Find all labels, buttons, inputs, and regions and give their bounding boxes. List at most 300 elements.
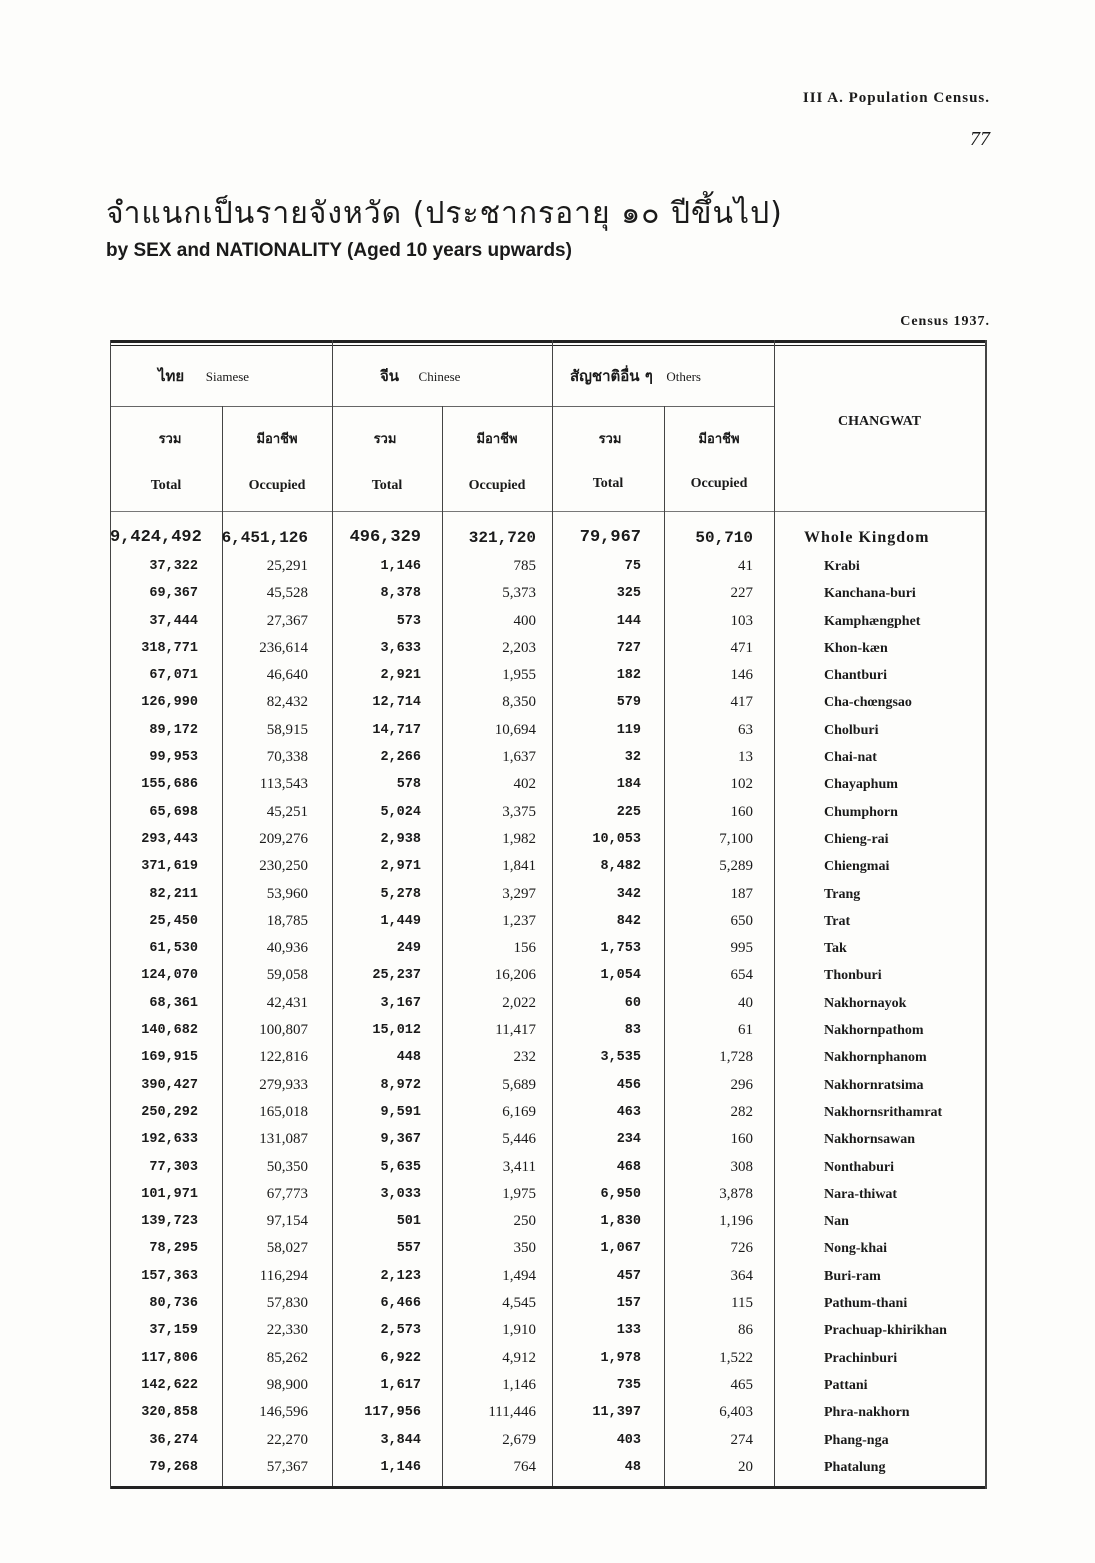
siamese-occupied-cell: 70,338 [266, 749, 308, 766]
sub-total: Total [371, 478, 403, 493]
chinese-occupied-cell: 1,637 [502, 749, 536, 766]
table-row [110, 935, 986, 962]
changwat-name-cell: Chumphorn [824, 804, 898, 820]
chinese-occupied-cell: 1,975 [502, 1185, 536, 1202]
sub-occupied: Occupied [468, 478, 526, 493]
table-row [110, 1399, 986, 1426]
chinese-occupied-cell: 2,203 [502, 639, 536, 656]
table-row [110, 1154, 986, 1181]
table-row [110, 962, 986, 989]
siamese-occupied-cell: 131,087 [259, 1131, 308, 1148]
changwat-name-cell: Prachinburi [824, 1350, 898, 1366]
siamese-occupied-cell: 40,936 [266, 940, 308, 957]
changwat-name-cell: Trang [824, 886, 861, 902]
changwat-name-cell: Chai-nat [824, 750, 877, 766]
table-row [110, 553, 986, 580]
table-row-total [110, 523, 986, 553]
siamese-occupied-cell: 57,830 [266, 1295, 308, 1312]
chinese-occupied-cell: 1,841 [502, 858, 536, 875]
siamese-total-cell: 169,915 [141, 1050, 198, 1066]
header-rule [110, 511, 986, 512]
changwat-name-cell: Phra-nakhorn [824, 1405, 910, 1421]
others-occupied-cell: 1,522 [719, 1349, 753, 1366]
others-occupied-cell: 654 [730, 967, 753, 984]
chinese-occupied-cell: 11,417 [495, 1022, 536, 1039]
siamese-occupied-cell: 116,294 [259, 1267, 308, 1284]
table-top-rule-inner [110, 345, 986, 346]
group-others [570, 364, 701, 388]
table-row [110, 1126, 986, 1153]
census-label: Census 1937. [900, 314, 990, 329]
table-row [110, 1372, 986, 1399]
others-total-cell: 79,967 [579, 528, 641, 547]
changwat-name-cell: Pathum-thani [824, 1296, 908, 1312]
others-occupied-cell: 86 [738, 1322, 753, 1339]
others-total-cell: 1,067 [600, 1241, 641, 1257]
others-total-cell: 463 [616, 1104, 641, 1120]
changwat-name-cell: Krabi [824, 559, 860, 574]
others-occupied-cell: 63 [738, 721, 753, 738]
others-occupied-cell: 726 [730, 1240, 753, 1257]
siamese-occupied-cell: 45,528 [266, 585, 308, 602]
table-row [110, 1427, 986, 1454]
changwat-name-cell: Khon-kæn [824, 640, 888, 656]
group-thai-label: ไทย [158, 367, 185, 385]
chinese-total-cell: 2,921 [380, 668, 421, 684]
chinese-occupied-cell: 156 [513, 940, 536, 957]
chinese-occupied-cell: 350 [513, 1240, 536, 1257]
table-row [110, 881, 986, 908]
siamese-total-cell: 192,633 [141, 1132, 198, 1148]
table-row [110, 853, 986, 880]
chinese-total-cell: 1,146 [380, 1459, 421, 1475]
chinese-occupied-cell: 3,411 [502, 1158, 536, 1175]
others-occupied-cell: 160 [730, 1131, 753, 1148]
chinese-total-cell: 12,714 [372, 695, 421, 711]
table-row [110, 1208, 986, 1235]
sub-total: Total [592, 476, 624, 491]
others-total-cell: 1,753 [600, 941, 641, 957]
chinese-total-cell: 573 [396, 613, 421, 629]
changwat-name-cell: Pattani [824, 1377, 868, 1393]
others-occupied-cell: 227 [730, 585, 753, 602]
siamese-total-cell: 318,771 [141, 640, 198, 656]
others-occupied-cell: 160 [730, 803, 753, 820]
others-total-cell: 83 [624, 1023, 641, 1039]
changwat-name-cell: Nakhornratsima [824, 1077, 924, 1093]
chinese-total-cell: 6,466 [380, 1296, 421, 1312]
others-total-cell: 468 [616, 1159, 641, 1175]
changwat-name-cell: Chieng-rai [824, 831, 889, 847]
siamese-total-cell: 124,070 [141, 968, 198, 984]
table-row [110, 717, 986, 744]
changwat-name-cell: Nakhornsawan [824, 1132, 916, 1148]
changwat-name-cell: Phatalung [824, 1459, 886, 1475]
changwat-name-cell: Thonburi [824, 968, 882, 984]
siamese-occupied-cell: 58,915 [266, 721, 308, 738]
others-occupied-cell: 471 [730, 639, 753, 656]
chinese-total-cell: 3,633 [380, 640, 421, 656]
sub-thai-occupied: มีอาชีพ [476, 432, 518, 447]
chinese-total-cell: 1,449 [380, 913, 421, 929]
siamese-occupied-cell: 100,807 [259, 1022, 308, 1039]
chinese-occupied-cell: 3,375 [502, 803, 536, 820]
siamese-total-cell: 61,530 [149, 941, 198, 957]
chinese-total-cell: 557 [396, 1241, 421, 1257]
chinese-occupied-cell: 6,169 [502, 1103, 536, 1120]
others-occupied-cell: 103 [730, 612, 753, 629]
chinese-occupied-cell: 2,679 [502, 1431, 536, 1448]
table-row [110, 1290, 986, 1317]
siamese-total-cell: 67,071 [149, 668, 198, 684]
chinese-occupied-cell: 2,022 [502, 994, 536, 1011]
siamese-total-cell: 69,367 [149, 586, 198, 602]
others-occupied-cell: 296 [730, 1076, 753, 1093]
chinese-total-cell: 1,617 [380, 1377, 421, 1393]
siamese-occupied-cell: 122,816 [259, 1049, 308, 1066]
sub-total: Total [150, 478, 182, 493]
changwat-name-cell: Nara-thiwat [824, 1186, 898, 1202]
siamese-total-cell: 139,723 [141, 1214, 198, 1230]
changwat-name-cell: Chayaphum [824, 777, 898, 793]
changwat-name-cell: Chantburi [824, 668, 888, 684]
others-total-cell: 11,397 [592, 1405, 641, 1421]
others-occupied-cell: 146 [730, 667, 753, 684]
others-total-cell: 1,830 [600, 1214, 641, 1230]
chinese-total-cell: 2,938 [380, 831, 421, 847]
others-total-cell: 75 [624, 559, 641, 574]
siamese-total-cell: 117,806 [141, 1350, 198, 1366]
siamese-occupied-cell: 27,367 [266, 612, 308, 629]
table-row [110, 799, 986, 826]
chinese-total-cell: 3,167 [380, 995, 421, 1011]
others-total-cell: 8,482 [600, 859, 641, 875]
table-row [110, 1072, 986, 1099]
others-total-cell: 182 [616, 668, 641, 684]
chinese-total-cell: 8,972 [380, 1077, 421, 1093]
table-top-rule [110, 340, 986, 343]
table-row [110, 826, 986, 853]
others-total-cell: 1,054 [600, 968, 641, 984]
others-occupied-cell: 308 [730, 1158, 753, 1175]
group-thai-label: จีน [380, 367, 400, 385]
changwat-name-cell: Trat [824, 913, 851, 929]
chinese-total-cell: 9,591 [380, 1104, 421, 1120]
chinese-total-cell: 6,922 [380, 1350, 421, 1366]
group-siamese [158, 364, 249, 388]
chinese-occupied-cell: 764 [513, 1458, 536, 1475]
chinese-total-cell: 448 [396, 1050, 421, 1066]
siamese-occupied-cell: 82,432 [266, 694, 308, 711]
siamese-total-cell: 79,268 [149, 1459, 198, 1475]
group-thai-label: สัญชาติอื่น ๆ [570, 367, 653, 385]
siamese-total-cell: 101,971 [141, 1186, 198, 1202]
others-total-cell: 3,535 [600, 1050, 641, 1066]
others-total-cell: 144 [616, 613, 641, 629]
chinese-occupied-cell: 785 [513, 558, 536, 574]
siamese-occupied-cell: 146,596 [259, 1404, 308, 1421]
chinese-total-cell: 117,956 [364, 1405, 421, 1421]
changwat-name-cell: Tak [824, 941, 847, 957]
siamese-total-cell: 78,295 [149, 1241, 198, 1257]
chinese-occupied-cell: 232 [513, 1049, 536, 1066]
siamese-total-cell: 37,322 [149, 559, 198, 574]
changwat-name-cell: Nakhornphanom [824, 1050, 927, 1066]
others-total-cell: 456 [616, 1077, 641, 1093]
siamese-total-cell: 37,159 [149, 1323, 198, 1339]
siamese-total-cell: 68,361 [149, 995, 198, 1011]
siamese-total-cell: 99,953 [149, 750, 198, 766]
table-row [110, 580, 986, 607]
others-total-cell: 157 [616, 1296, 641, 1312]
census-table [110, 340, 986, 1490]
siamese-occupied-cell: 42,431 [266, 994, 308, 1011]
siamese-total-cell: 36,274 [149, 1432, 198, 1448]
others-occupied-cell: 364 [730, 1267, 753, 1284]
others-occupied-cell: 1,728 [719, 1049, 753, 1066]
others-total-cell: 403 [616, 1432, 641, 1448]
changwat-header: CHANGWAT [838, 414, 921, 429]
chinese-occupied-cell: 1,955 [502, 667, 536, 684]
table-body [110, 523, 986, 1481]
chinese-total-cell: 2,266 [380, 750, 421, 766]
others-occupied-cell: 5,289 [719, 858, 753, 875]
others-total-cell: 727 [616, 640, 641, 656]
sub-thai-total: รวม [598, 432, 622, 447]
others-occupied-cell: 650 [730, 912, 753, 929]
siamese-occupied-cell: 46,640 [266, 667, 308, 684]
others-occupied-cell: 61 [738, 1022, 753, 1039]
chinese-total-cell: 8,378 [380, 586, 421, 602]
siamese-occupied-cell: 57,367 [266, 1458, 308, 1475]
chinese-total-cell: 15,012 [372, 1023, 421, 1039]
changwat-name-cell: Buri-ram [824, 1268, 881, 1284]
chinese-total-cell: 1,146 [380, 559, 421, 574]
siamese-total-cell: 37,444 [149, 613, 198, 629]
sub-thai-total: รวม [158, 432, 182, 447]
others-occupied-cell: 282 [730, 1103, 753, 1120]
siamese-occupied-cell: 165,018 [259, 1103, 308, 1120]
others-occupied-cell: 274 [730, 1431, 753, 1448]
others-total-cell: 735 [616, 1377, 641, 1393]
chinese-occupied-cell: 1,494 [502, 1267, 536, 1284]
chinese-total-cell: 2,573 [380, 1323, 421, 1339]
siamese-occupied-cell: 50,350 [266, 1158, 308, 1175]
sub-thai-occupied: มีอาชีพ [698, 432, 740, 447]
table-row [110, 1263, 986, 1290]
others-occupied-cell: 6,403 [719, 1404, 753, 1421]
group-english-label: Others [666, 369, 701, 384]
changwat-name-cell: Nakhornsrithamrat [824, 1104, 943, 1120]
changwat-name-cell: Whole Kingdom [804, 529, 930, 546]
siamese-total-cell: 82,211 [149, 886, 198, 902]
others-total-cell: 119 [616, 722, 641, 738]
table-row [110, 771, 986, 798]
siamese-total-cell: 155,686 [141, 777, 198, 793]
chinese-occupied-cell: 10,694 [494, 721, 536, 738]
others-occupied-cell: 3,878 [719, 1185, 753, 1202]
others-occupied-cell: 465 [730, 1376, 753, 1393]
chinese-total-cell: 496,329 [349, 528, 421, 547]
siamese-total-cell: 77,303 [149, 1159, 198, 1175]
running-head: III A. Population Census. [802, 90, 990, 106]
siamese-occupied-cell: 85,262 [266, 1349, 308, 1366]
table-row [110, 990, 986, 1017]
changwat-name-cell: Nong-khai [824, 1241, 888, 1257]
siamese-occupied-cell: 209,276 [259, 830, 308, 847]
chinese-total-cell: 578 [396, 777, 421, 793]
group-english-label: Chinese [418, 369, 461, 384]
siamese-occupied-cell: 25,291 [266, 558, 308, 574]
chinese-occupied-cell: 321,720 [468, 529, 536, 547]
group-chinese [380, 364, 460, 388]
table-row [110, 1099, 986, 1126]
group-english-label: Siamese [205, 369, 250, 384]
changwat-name-cell: Kanchana-buri [824, 586, 916, 602]
chinese-total-cell: 5,635 [380, 1159, 421, 1175]
changwat-name-cell: Nonthaburi [824, 1159, 895, 1175]
others-total-cell: 133 [616, 1323, 641, 1339]
table-row [110, 1044, 986, 1071]
siamese-occupied-cell: 22,270 [266, 1431, 308, 1448]
chinese-total-cell: 14,717 [372, 722, 421, 738]
others-occupied-cell: 1,196 [719, 1213, 753, 1230]
chinese-occupied-cell: 5,689 [502, 1076, 536, 1093]
table-row [110, 1317, 986, 1344]
siamese-total-cell: 157,363 [141, 1268, 198, 1284]
others-total-cell: 234 [616, 1132, 641, 1148]
sub-occupied: Occupied [248, 478, 306, 493]
siamese-total-cell: 371,619 [141, 859, 198, 875]
chinese-total-cell: 3,033 [380, 1186, 421, 1202]
table-bottom-rule [110, 1486, 986, 1489]
siamese-occupied-cell: 53,960 [266, 885, 308, 902]
others-occupied-cell: 50,710 [695, 529, 753, 547]
changwat-name-cell: Cha-chœngsao [824, 695, 912, 711]
siamese-occupied-cell: 58,027 [266, 1240, 308, 1257]
changwat-name-cell: Nakhornayok [824, 995, 907, 1011]
table-row [110, 1454, 986, 1481]
sub-thai-occupied: มีอาชีพ [256, 432, 298, 447]
table-row [110, 689, 986, 716]
others-occupied-cell: 102 [730, 776, 753, 793]
table-row [110, 635, 986, 662]
chinese-occupied-cell: 5,446 [502, 1131, 536, 1148]
changwat-name-cell: Cholburi [824, 722, 879, 738]
chinese-occupied-cell: 1,237 [502, 912, 536, 929]
table-row [110, 1181, 986, 1208]
others-occupied-cell: 115 [731, 1295, 753, 1312]
siamese-total-cell: 140,682 [141, 1023, 198, 1039]
others-total-cell: 6,950 [600, 1186, 641, 1202]
chinese-total-cell: 5,278 [380, 886, 421, 902]
siamese-occupied-cell: 97,154 [266, 1213, 308, 1230]
others-total-cell: 32 [624, 750, 641, 766]
changwat-name-cell: Chiengmai [824, 859, 890, 875]
changwat-name-cell: Prachuap-khirikhan [824, 1323, 947, 1339]
siamese-total-cell: 142,622 [141, 1377, 198, 1393]
siamese-total-cell: 80,736 [149, 1296, 198, 1312]
others-occupied-cell: 187 [730, 885, 753, 902]
siamese-total-cell: 293,443 [141, 831, 198, 847]
siamese-occupied-cell: 59,058 [266, 967, 308, 984]
siamese-total-cell: 320,858 [141, 1405, 198, 1421]
table-row [110, 608, 986, 635]
siamese-total-cell: 9,424,492 [110, 528, 202, 547]
chinese-occupied-cell: 250 [513, 1213, 536, 1230]
chinese-total-cell: 9,367 [380, 1132, 421, 1148]
chinese-occupied-cell: 8,350 [502, 694, 536, 711]
chinese-occupied-cell: 4,545 [502, 1295, 536, 1312]
siamese-total-cell: 65,698 [149, 804, 198, 820]
chinese-total-cell: 25,237 [372, 968, 421, 984]
others-occupied-cell: 41 [738, 558, 753, 574]
siamese-occupied-cell: 236,614 [259, 639, 308, 656]
chinese-occupied-cell: 3,297 [502, 885, 536, 902]
title-english: by SEX and NATIONALITY (Aged 10 years upwards) [106, 240, 572, 261]
table-row [110, 908, 986, 935]
siamese-total-cell: 250,292 [141, 1104, 198, 1120]
siamese-occupied-cell: 113,543 [259, 776, 308, 793]
chinese-total-cell: 3,844 [380, 1432, 421, 1448]
others-occupied-cell: 995 [730, 940, 753, 957]
changwat-name-cell: Phang-nga [824, 1432, 889, 1448]
siamese-occupied-cell: 230,250 [259, 858, 308, 875]
title-thai: จำแนกเป็นรายจังหวัด (ประชากรอายุ ๑๐ ปีขึ้นไป) [106, 196, 783, 231]
table-row [110, 744, 986, 771]
others-occupied-cell: 20 [738, 1458, 753, 1475]
siamese-occupied-cell: 98,900 [266, 1376, 308, 1393]
siamese-occupied-cell: 279,933 [259, 1076, 308, 1093]
others-occupied-cell: 40 [738, 994, 753, 1011]
chinese-occupied-cell: 1,910 [502, 1322, 536, 1339]
chinese-occupied-cell: 4,912 [502, 1349, 536, 1366]
chinese-occupied-cell: 1,982 [502, 830, 536, 847]
chinese-total-cell: 5,024 [380, 804, 421, 820]
chinese-total-cell: 501 [396, 1214, 421, 1230]
table-row [110, 1235, 986, 1262]
chinese-total-cell: 2,123 [380, 1268, 421, 1284]
chinese-occupied-cell: 400 [513, 612, 536, 629]
siamese-total-cell: 126,990 [141, 695, 198, 711]
table-row [110, 1345, 986, 1372]
others-total-cell: 342 [616, 886, 641, 902]
table-row [110, 662, 986, 689]
chinese-occupied-cell: 111,446 [488, 1404, 536, 1421]
others-total-cell: 48 [624, 1459, 641, 1475]
others-total-cell: 842 [616, 913, 641, 929]
changwat-name-cell: Nan [824, 1214, 849, 1230]
changwat-name-cell: Nakhornpathom [824, 1023, 924, 1039]
siamese-occupied-cell: 45,251 [266, 803, 308, 820]
others-total-cell: 225 [616, 804, 641, 820]
siamese-total-cell: 89,172 [149, 722, 198, 738]
others-total-cell: 325 [616, 586, 641, 602]
chinese-occupied-cell: 1,146 [502, 1376, 536, 1393]
sub-thai-total: รวม [373, 432, 397, 447]
others-occupied-cell: 7,100 [719, 830, 753, 847]
siamese-occupied-cell: 22,330 [266, 1322, 308, 1339]
siamese-total-cell: 390,427 [141, 1077, 198, 1093]
sub-occupied: Occupied [690, 476, 748, 491]
chinese-occupied-cell: 5,373 [502, 585, 536, 602]
others-occupied-cell: 417 [730, 694, 753, 711]
chinese-occupied-cell: 16,206 [494, 967, 536, 984]
chinese-total-cell: 249 [396, 941, 421, 957]
page-number: 77 [970, 128, 990, 150]
others-total-cell: 184 [616, 777, 641, 793]
siamese-occupied-cell: 6,451,126 [221, 529, 308, 547]
